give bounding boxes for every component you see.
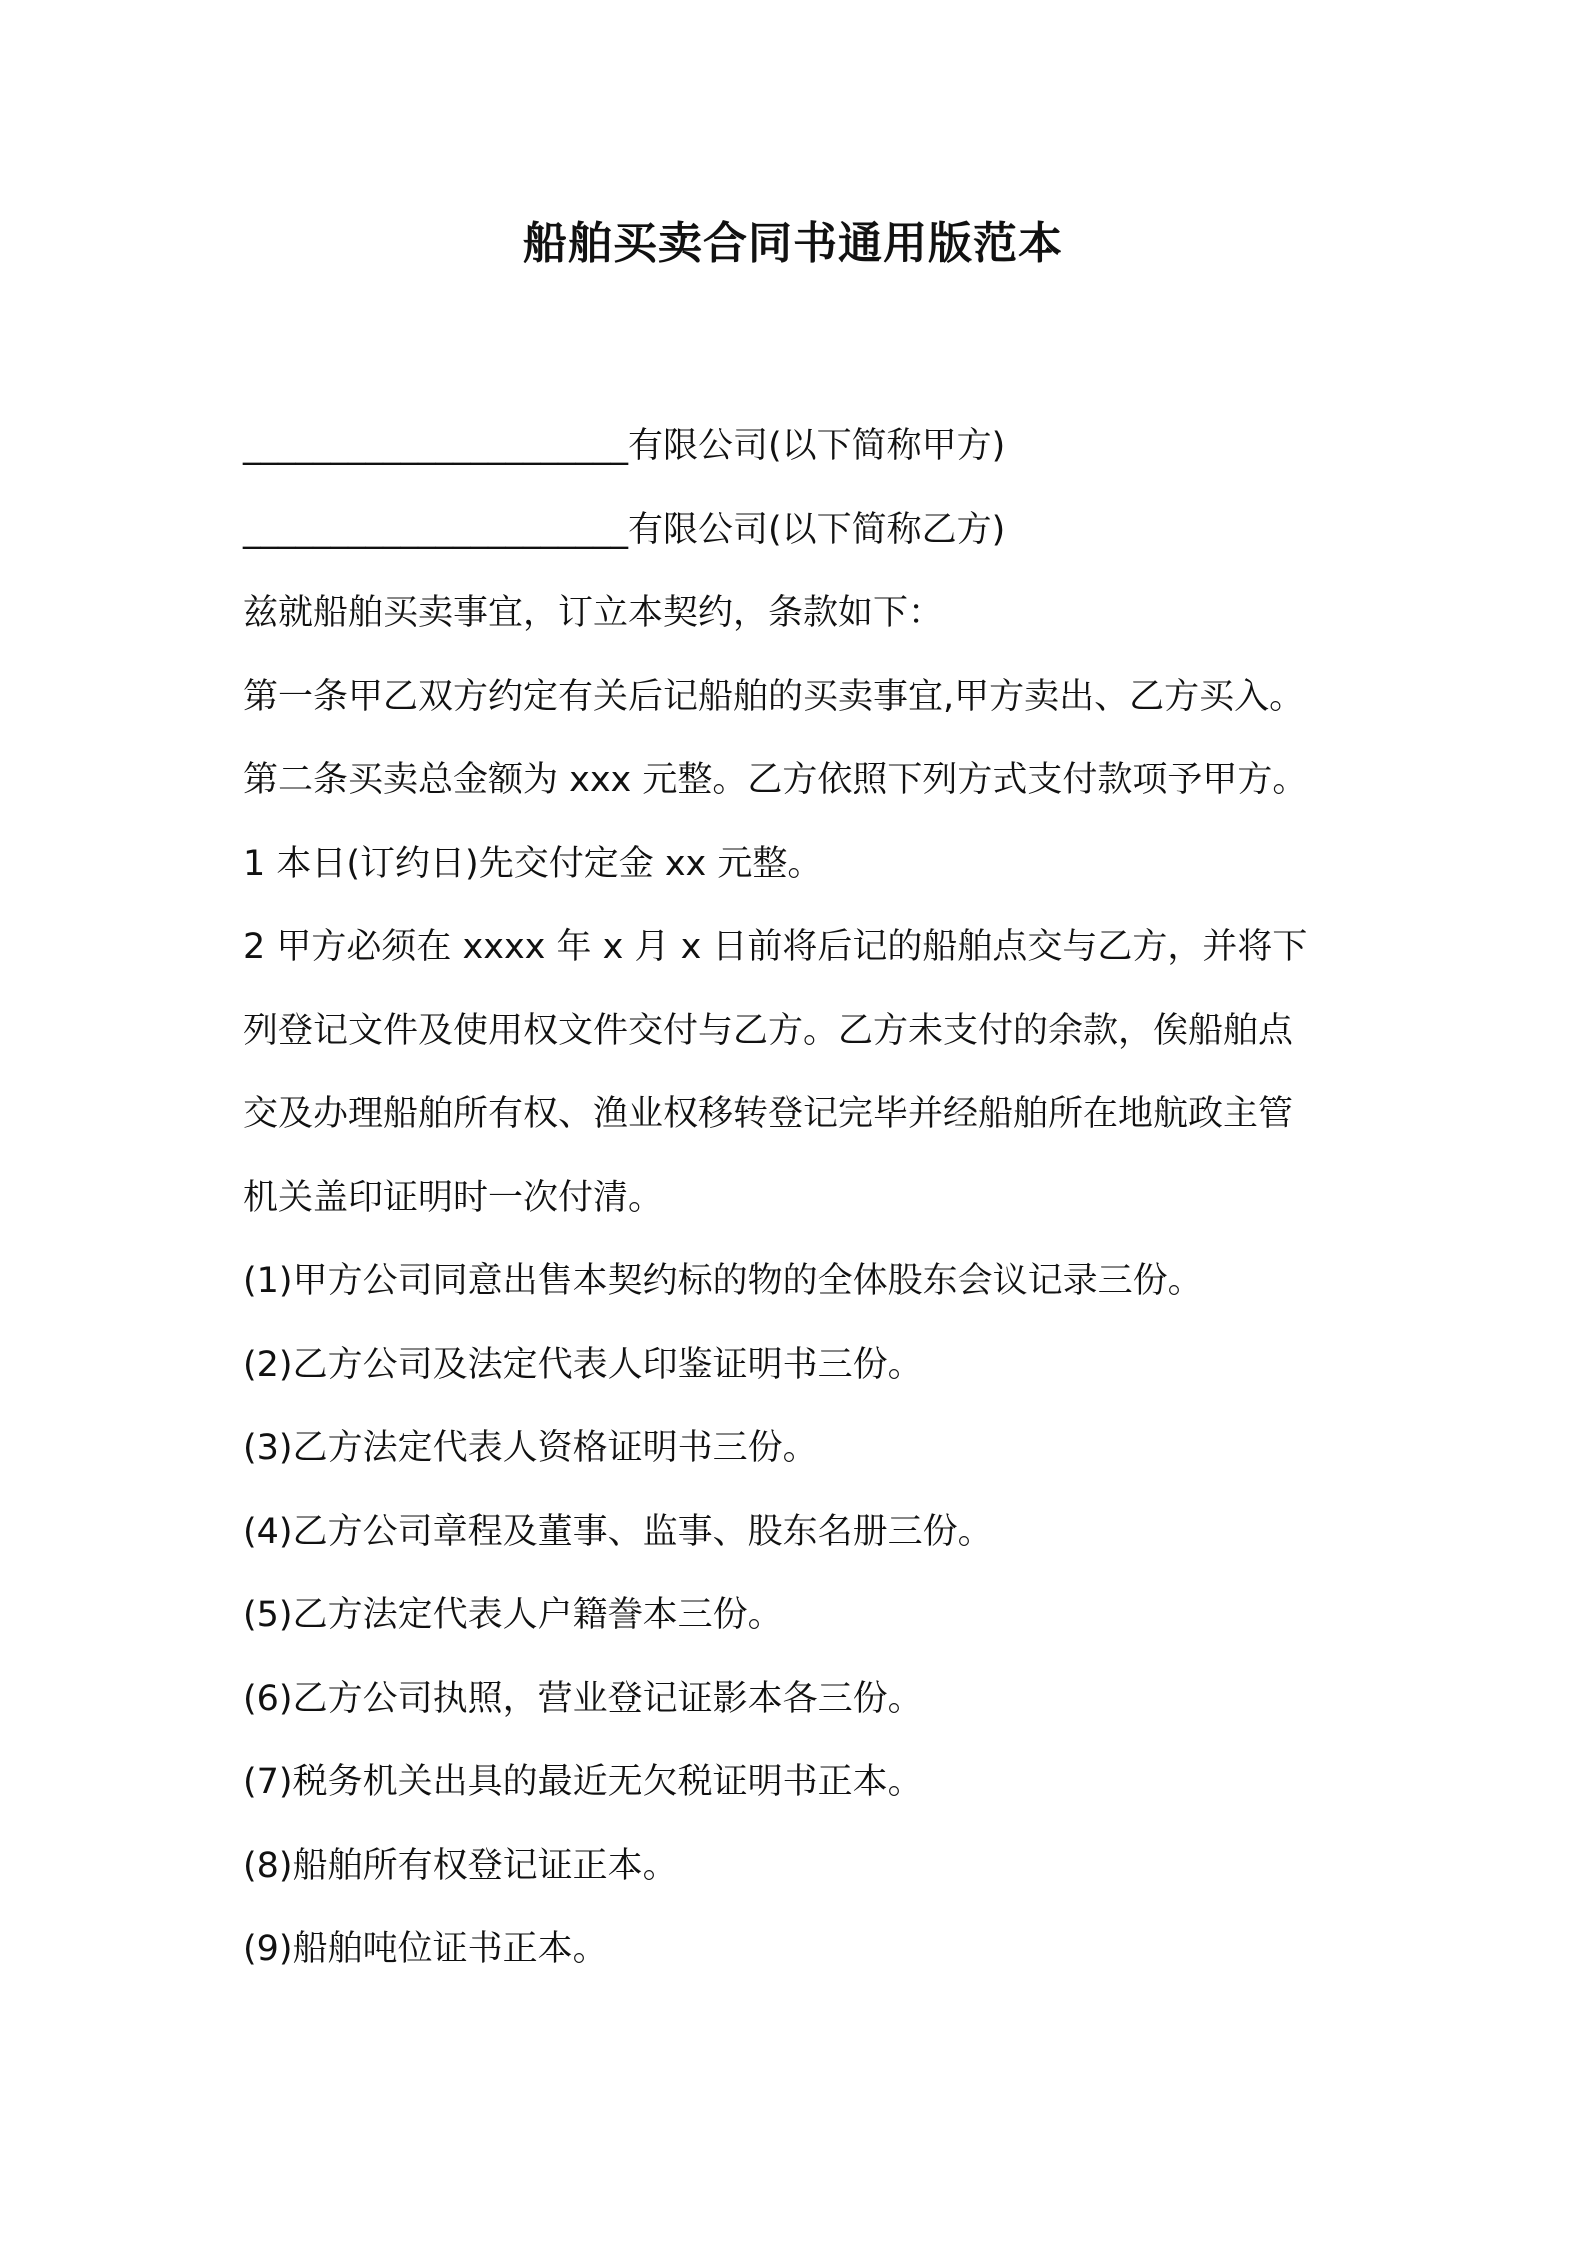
clause-2-line: 列登记文件及使用权文件交付与乙方。乙方未支付的余款，俟船舶点 [243, 1010, 1294, 1051]
clause-2-line: 交及办理船舶所有权、渔业权移转登记完毕并经船舶所在地航政主管 [243, 1094, 1294, 1134]
document-body [243, 405, 1363, 1992]
document-item: (1)甲方公司同意出售本契约标的物的全体股东会议记录三份。 [243, 1261, 1203, 1301]
document-item: (3)乙方法定代表人资格证明书三份。 [243, 1428, 818, 1468]
party-b-line: ______________________有限公司(以下简称乙方) [243, 509, 1006, 550]
clause-2-line: 2 甲方必须在 xxxx 年 x 月 x 日前将后记的船舶点交与乙方，并将下 [243, 927, 1308, 967]
clause-1-line: 1 本日(订约日)先交付定金 xx 元整。 [243, 843, 823, 884]
document-item: (6)乙方公司执照，营业登记证影本各三份。 [243, 1678, 923, 1719]
preamble-line: 兹就船舶买卖事宜，订立本契约，条款如下： [243, 593, 944, 633]
document-title: 船舶买卖合同书通用版范本 [523, 218, 1063, 269]
document-item: (4)乙方公司章程及董事、监事、股东名册三份。 [243, 1511, 993, 1552]
article-1-line: 第一条甲乙双方约定有关后记船舶的买卖事宜,甲方卖出、乙方买入。 [243, 676, 1305, 717]
document-item: (9)船舶吨位证书正本。 [243, 1929, 608, 1969]
document-item: (2)乙方公司及法定代表人印鉴证明书三份。 [243, 1344, 923, 1385]
party-a-line: ______________________有限公司(以下简称甲方) [243, 426, 1006, 466]
article-2-line: 第二条买卖总金额为 xxx 元整。乙方依照下列方式支付款项予甲方。 [243, 760, 1308, 800]
document-item: (8)船舶所有权登记证正本。 [243, 1845, 678, 1886]
clause-2-line: 机关盖印证明时一次付清。 [243, 1177, 664, 1218]
document-item: (7)税务机关出具的最近无欠税证明书正本。 [243, 1762, 923, 1802]
document-item: (5)乙方法定代表人户籍誊本三份。 [243, 1595, 783, 1635]
